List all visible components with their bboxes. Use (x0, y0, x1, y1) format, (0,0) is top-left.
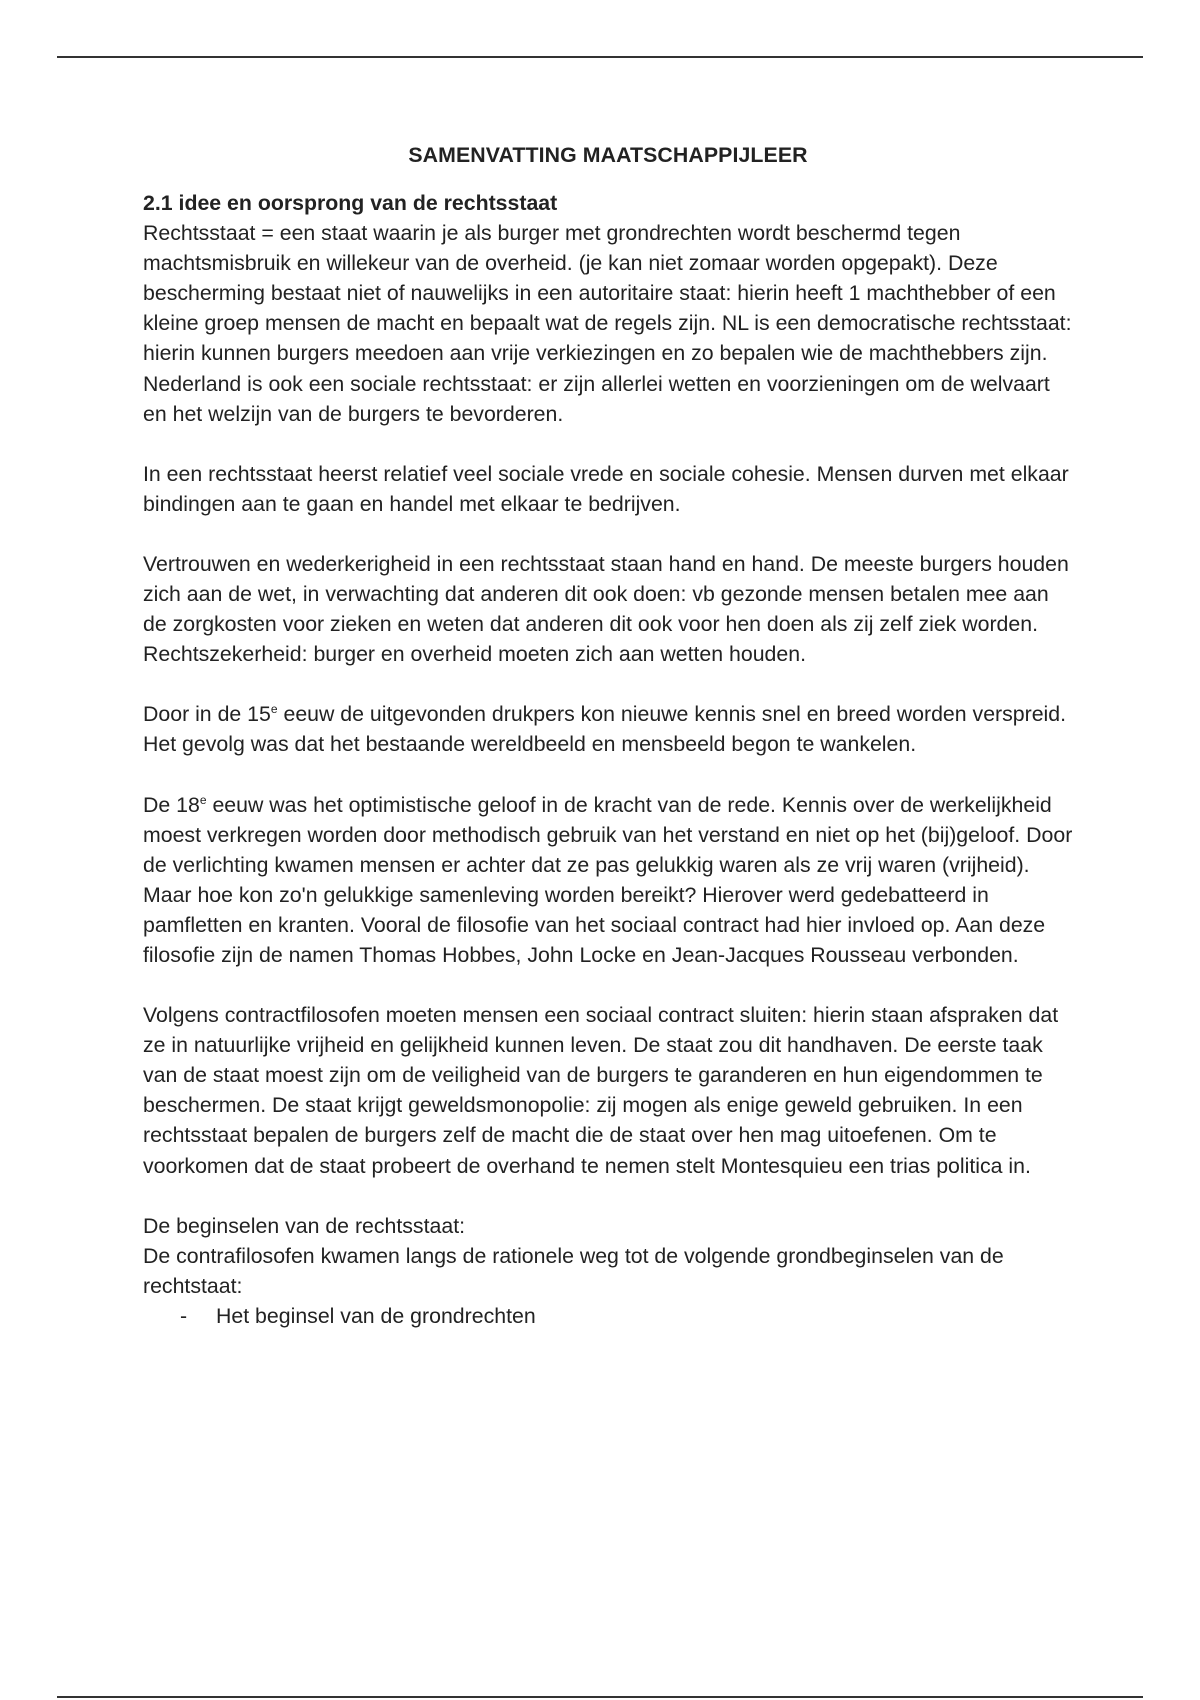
list-item (143, 1301, 1073, 1331)
beginselen-intro: De contrafilosofen kwamen langs de rationele weg tot de volgende grondbeginselen van de rechtstaat: (143, 1243, 1004, 1298)
bottom-horizontal-rule (57, 1696, 1143, 1698)
section-heading: 2.1 idee en oorsprong van de rechtsstaat (143, 191, 558, 215)
ordinal-superscript: e (270, 702, 278, 717)
list-bullet-dash: - (180, 1303, 188, 1328)
beginselen-list (143, 1301, 1073, 1331)
paragraph-contractfilosofen: Volgens contractfilosofen moeten mensen een sociaal contract sluiten: hierin staan afspraken dat ze in natuurlijke vrijheid en gelijkheid kunnen leven. De staat zou dit handhaven. De eerste taak van de staat moest zijn om de veiligheid van de burgers te garanderen en hun eigendommen te beschermen. De staat krijgt geweldsmonopolie: zij mogen als enige geweld gebruiken. In een rechtsstaat bepalen de burgers zelf de macht die de staat over hen mag uitoefenen. Om te voorkomen dat de staat probeert de overhand te nemen stelt Montesquieu een trias politica in. (143, 1003, 1059, 1178)
paragraph-verlichting (143, 790, 1073, 971)
top-horizontal-rule (57, 56, 1143, 58)
paragraph-rechtsstaat-definition: Rechtsstaat = een staat waarin je als burger met grondrechten wordt beschermd tegen machtsmisbruik en willekeur van de overheid. (je kan niet zomaar worden opgepakt). Deze bescherming bestaat niet of nauwelijks in een autoritaire staat: hierin heeft 1 machthebber of een kleine groep mensen de macht en bepaalt wat de regels zijn. NL is een democratische rechtsstaat: hierin kunnen burgers meedoen aan vrije verkiezingen en zo bepalen wie de machthebbers zijn. Nederland is ook een sociale rechtsstaat: er zijn allerlei wetten en voorzieningen om de welvaart en het welzijn van de burgers te bevorderen. (143, 221, 1072, 426)
paragraph-drukpers (143, 699, 1073, 759)
paragraph-drukpers-rest: eeuw de uitgevonden drukpers kon nieuwe kennis snel en breed worden verspreid. Het gevolg was dat het bestaande wereldbeeld en mensbeeld begon te wankelen. (143, 702, 1067, 757)
beginselen-heading: De beginselen van de rechtsstaat: (143, 1213, 466, 1238)
paragraph-verlichting-rest: eeuw was het optimistische geloof in de kracht van de rede. Kennis over de werkelijkheid moest verkregen worden door methodisch gebruik van het verstand en niet op het (bij)geloof. Door de verlichting kwamen mensen er achter dat ze pas gelukkig waren als ze vrij waren (vrijheid). Maar hoe kon zo'n gelukkige samenleving worden bereikt? Hierover werd gedebatteerd in pamfletten en kranten. Vooral de filosofie van het sociaal contract had hier invloed op. Aan deze filosofie zijn de namen Thomas Hobbes, John Locke en Jean-Jacques Rousseau verbonden. (143, 792, 1073, 967)
paragraph-sociale-vrede: In een rechtsstaat heerst relatief veel sociale vrede en sociale cohesie. Mensen durven met elkaar bindingen aan te gaan en handel met elkaar te bedrijven. (143, 461, 1069, 516)
paragraph-vertrouwen: Vertrouwen en wederkerigheid in een rechtsstaat staan hand en hand. De meeste burgers houden zich aan de wet, in verwachting dat anderen dit ook doen: vb gezonde mensen betalen mee aan de zorgkosten voor zieken en weten dat anderen dit ook voor hen doen als zij zelf ziek worden. Rechtszekerheid: burger en overheid moeten zich aan wetten houden. (143, 551, 1069, 667)
document-body (143, 140, 1073, 1331)
list-item-text: Het beginsel van de grondrechten (216, 1303, 536, 1328)
paragraph-verlichting-start: De 18 (143, 792, 200, 817)
ordinal-superscript: e (199, 792, 207, 807)
document-title: SAMENVATTING MAATSCHAPPIJLEER (408, 143, 808, 167)
paragraph-drukpers-start: Door in de 15 (143, 702, 271, 727)
